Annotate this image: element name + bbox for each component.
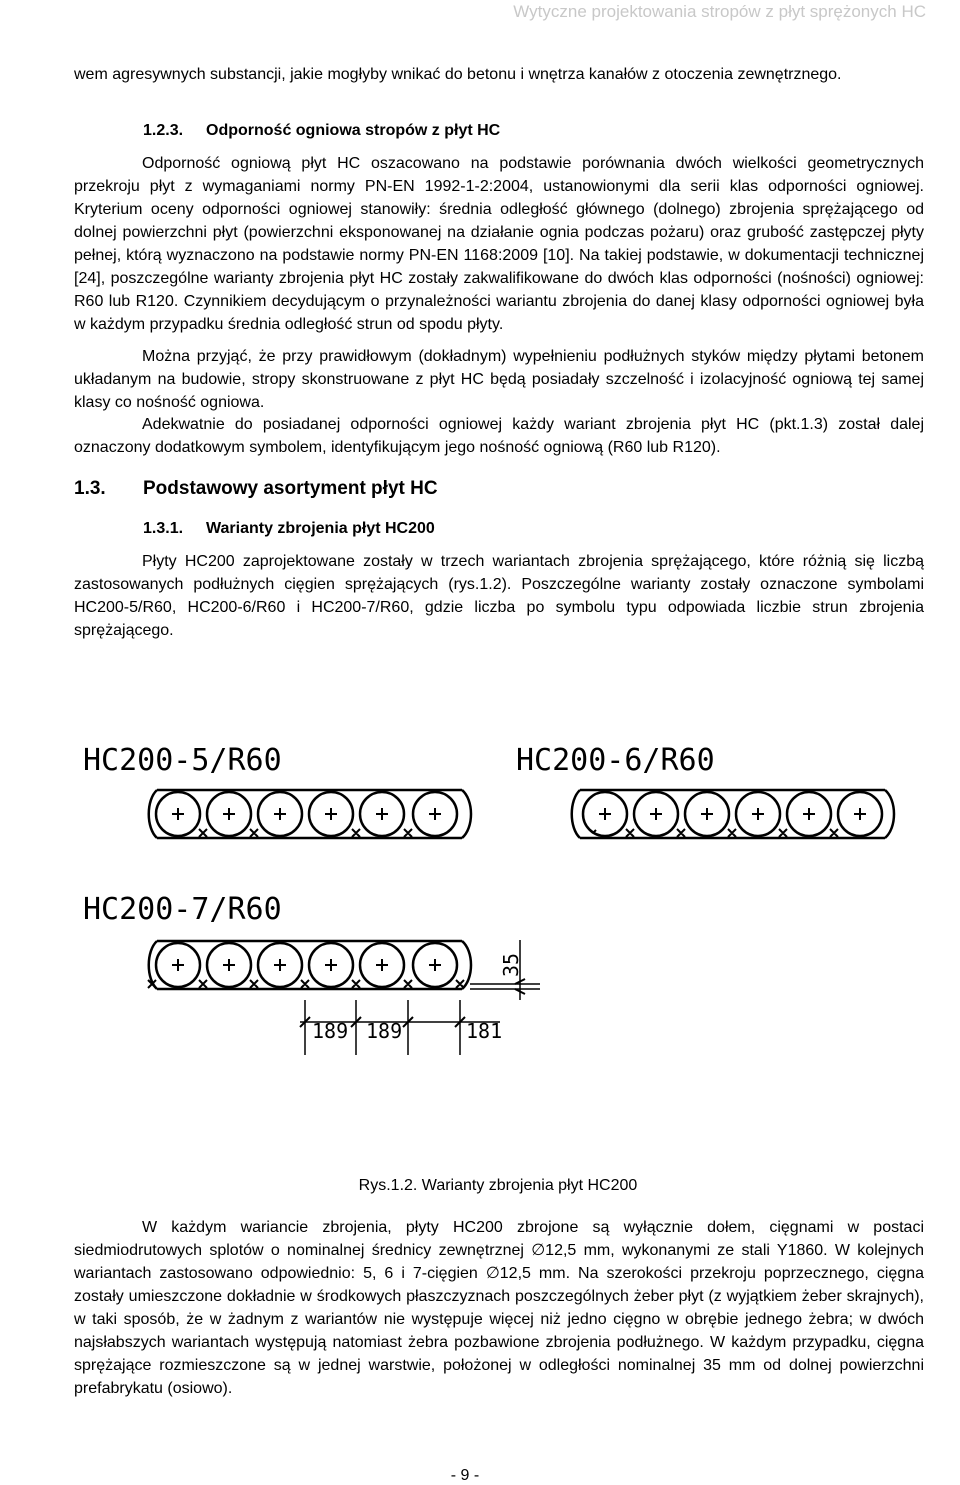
section-123-number: 1.2.3. xyxy=(143,122,184,139)
spacing-value-1: 189 xyxy=(312,1019,349,1043)
figure-caption: Rys.1.2. Warianty zbrojenia płyt HC200 xyxy=(358,1177,638,1194)
closing-text-part-1: W każdym wariancie zbrojenia, płyty HC200 zbrojone są wyłącznie dołem, cięgnami w postaci siedmiodrutowych splotów o nominalnej średnicy zewnętrznej xyxy=(74,1219,924,1259)
slab-section-7 xyxy=(148,941,471,989)
reinforcement-variants-figure xyxy=(0,720,960,1120)
section-131-title: Warianty zbrojenia płyt HC200 xyxy=(206,520,435,537)
fire-resistance-paragraph-2: Można przyjąć, że przy prawidłowym (dokładnym) wypełnieniu podłużnych styków między płytami betonem układanym na budowie, stropy skonstruowane z płyt HC będą posiadały szczelność i izolacyjność ogniową tej samej klasy co nośność ogniowa. xyxy=(74,348,924,411)
diameter-symbol: ∅ xyxy=(485,1265,500,1282)
variant-label-7: HC200-7/R60 xyxy=(83,892,282,927)
intro-paragraph: wem agresywnych substancji, jakie mogłyby wnikać do betonu i wnętrza kanałów z otoczenia zewnętrznego. xyxy=(74,66,842,83)
closing-text-part-3: 12,5 mm. Na szerokości przekroju poprzecznego, cięgna zostały umieszczone dokładnie w środkowych płaszczyznach poszczególnych żeber płyt (z wyjątkiem żeber skrajnych), w taki sposób, że w żadnym z wariantów nie występuje więcej niż jedno cięgno w obrębie jednego żebra; w dwóch najsłabszych wariantach występują natomiast żebra pozbawione zbrojenia podłużnego. W każdym przypadku, cięgna sprężające rozmieszczone są w jednej warstwie, położonej w odległości nominalnej 35 mm od dolnej powierzchni prefabrykatu (osiowo). xyxy=(74,1265,925,1397)
diameter-symbol: ∅ xyxy=(531,1242,546,1259)
section-13-number: 1.3. xyxy=(74,478,106,499)
slab-section-5 xyxy=(149,790,471,838)
closing-paragraph xyxy=(74,1216,924,1400)
variant-label-6: HC200-6/R60 xyxy=(516,743,715,778)
fire-resistance-paragraph-1: Odporność ogniową płyt HC oszacowano na podstawie porównania dwóch wielkości geometrycznych przekroju płyt z wymaganiami normy PN-EN 1992-1-2:2004, ustanowionymi dla serii klas odporności ogniowej. Kryterium oceny odporności ogniowej stanowiły: średnia odległość głównego (dolnego) zbrojenia sprężającego od dolnej powierzchni płyt (powierzchni eksponowanej na działanie ognia podczas pożaru) oraz grubość zastępczej płyty pełnej, którą wyznaczono na podstawie normy PN-EN 1168:2009 [10]. Na takiej podstawie, w dokumentacji technicznej [24], poszczególne warianty zbrojenia płyt HC zostały zakwalifikowane do dwóch klas odporności (nośności) ogniowej: R60 lub R120. Czynnikiem decydującym o przynależności wariantu zbrojenia do danej klasy odporności ogniowej była w każdym przypadku średnia odległość strun od spodu płyty. xyxy=(74,155,924,333)
fire-resistance-paragraph-3: Adekwatnie do posiadanej odporności ogniowej każdy wariant zbrojenia płyt HC (pkt.1.3) został dalej oznaczony dodatkowym symbolem, identyfikującym jego nośność ogniową (R60 lub R120). xyxy=(74,416,924,456)
variant-label-5: HC200-5/R60 xyxy=(83,743,282,778)
section-123-title: Odporność ogniowa stropów z płyt HC xyxy=(206,122,501,139)
spacing-value-3: 181 xyxy=(466,1019,503,1043)
spacing-value-2: 189 xyxy=(366,1019,403,1043)
section-13-title: Podstawowy asortyment płyt HC xyxy=(143,478,438,499)
running-header: Wytyczne projektowania stropów z płyt sprężonych HC xyxy=(513,2,926,21)
hc200-variants-paragraph: Płyty HC200 zaprojektowane zostały w trzech wariantach zbrojenia sprężającego, które różnią się liczbą zastosowanych podłużnych cięgien sprężających (rys.1.2). Poszczególne warianty zostały oznaczone symbolami HC200-5/R60, HC200-6/R60 i HC200-7/R60, gdzie liczba po symbolu typu odpowiada liczbie strun zbrojenia sprężającego. xyxy=(74,553,924,639)
slab-section-6 xyxy=(572,790,894,838)
page-number: - 9 - xyxy=(450,1467,480,1484)
closing-text-part-2: 12,5 mm, wykonanymi ze stali Y1860. W kolejnych wariantach zastosowano odpowiednio: 5, 6 i 7-cięgien xyxy=(74,1242,924,1282)
cover-dimension-value: 35 xyxy=(499,952,523,977)
section-131-number: 1.3.1. xyxy=(143,520,184,537)
